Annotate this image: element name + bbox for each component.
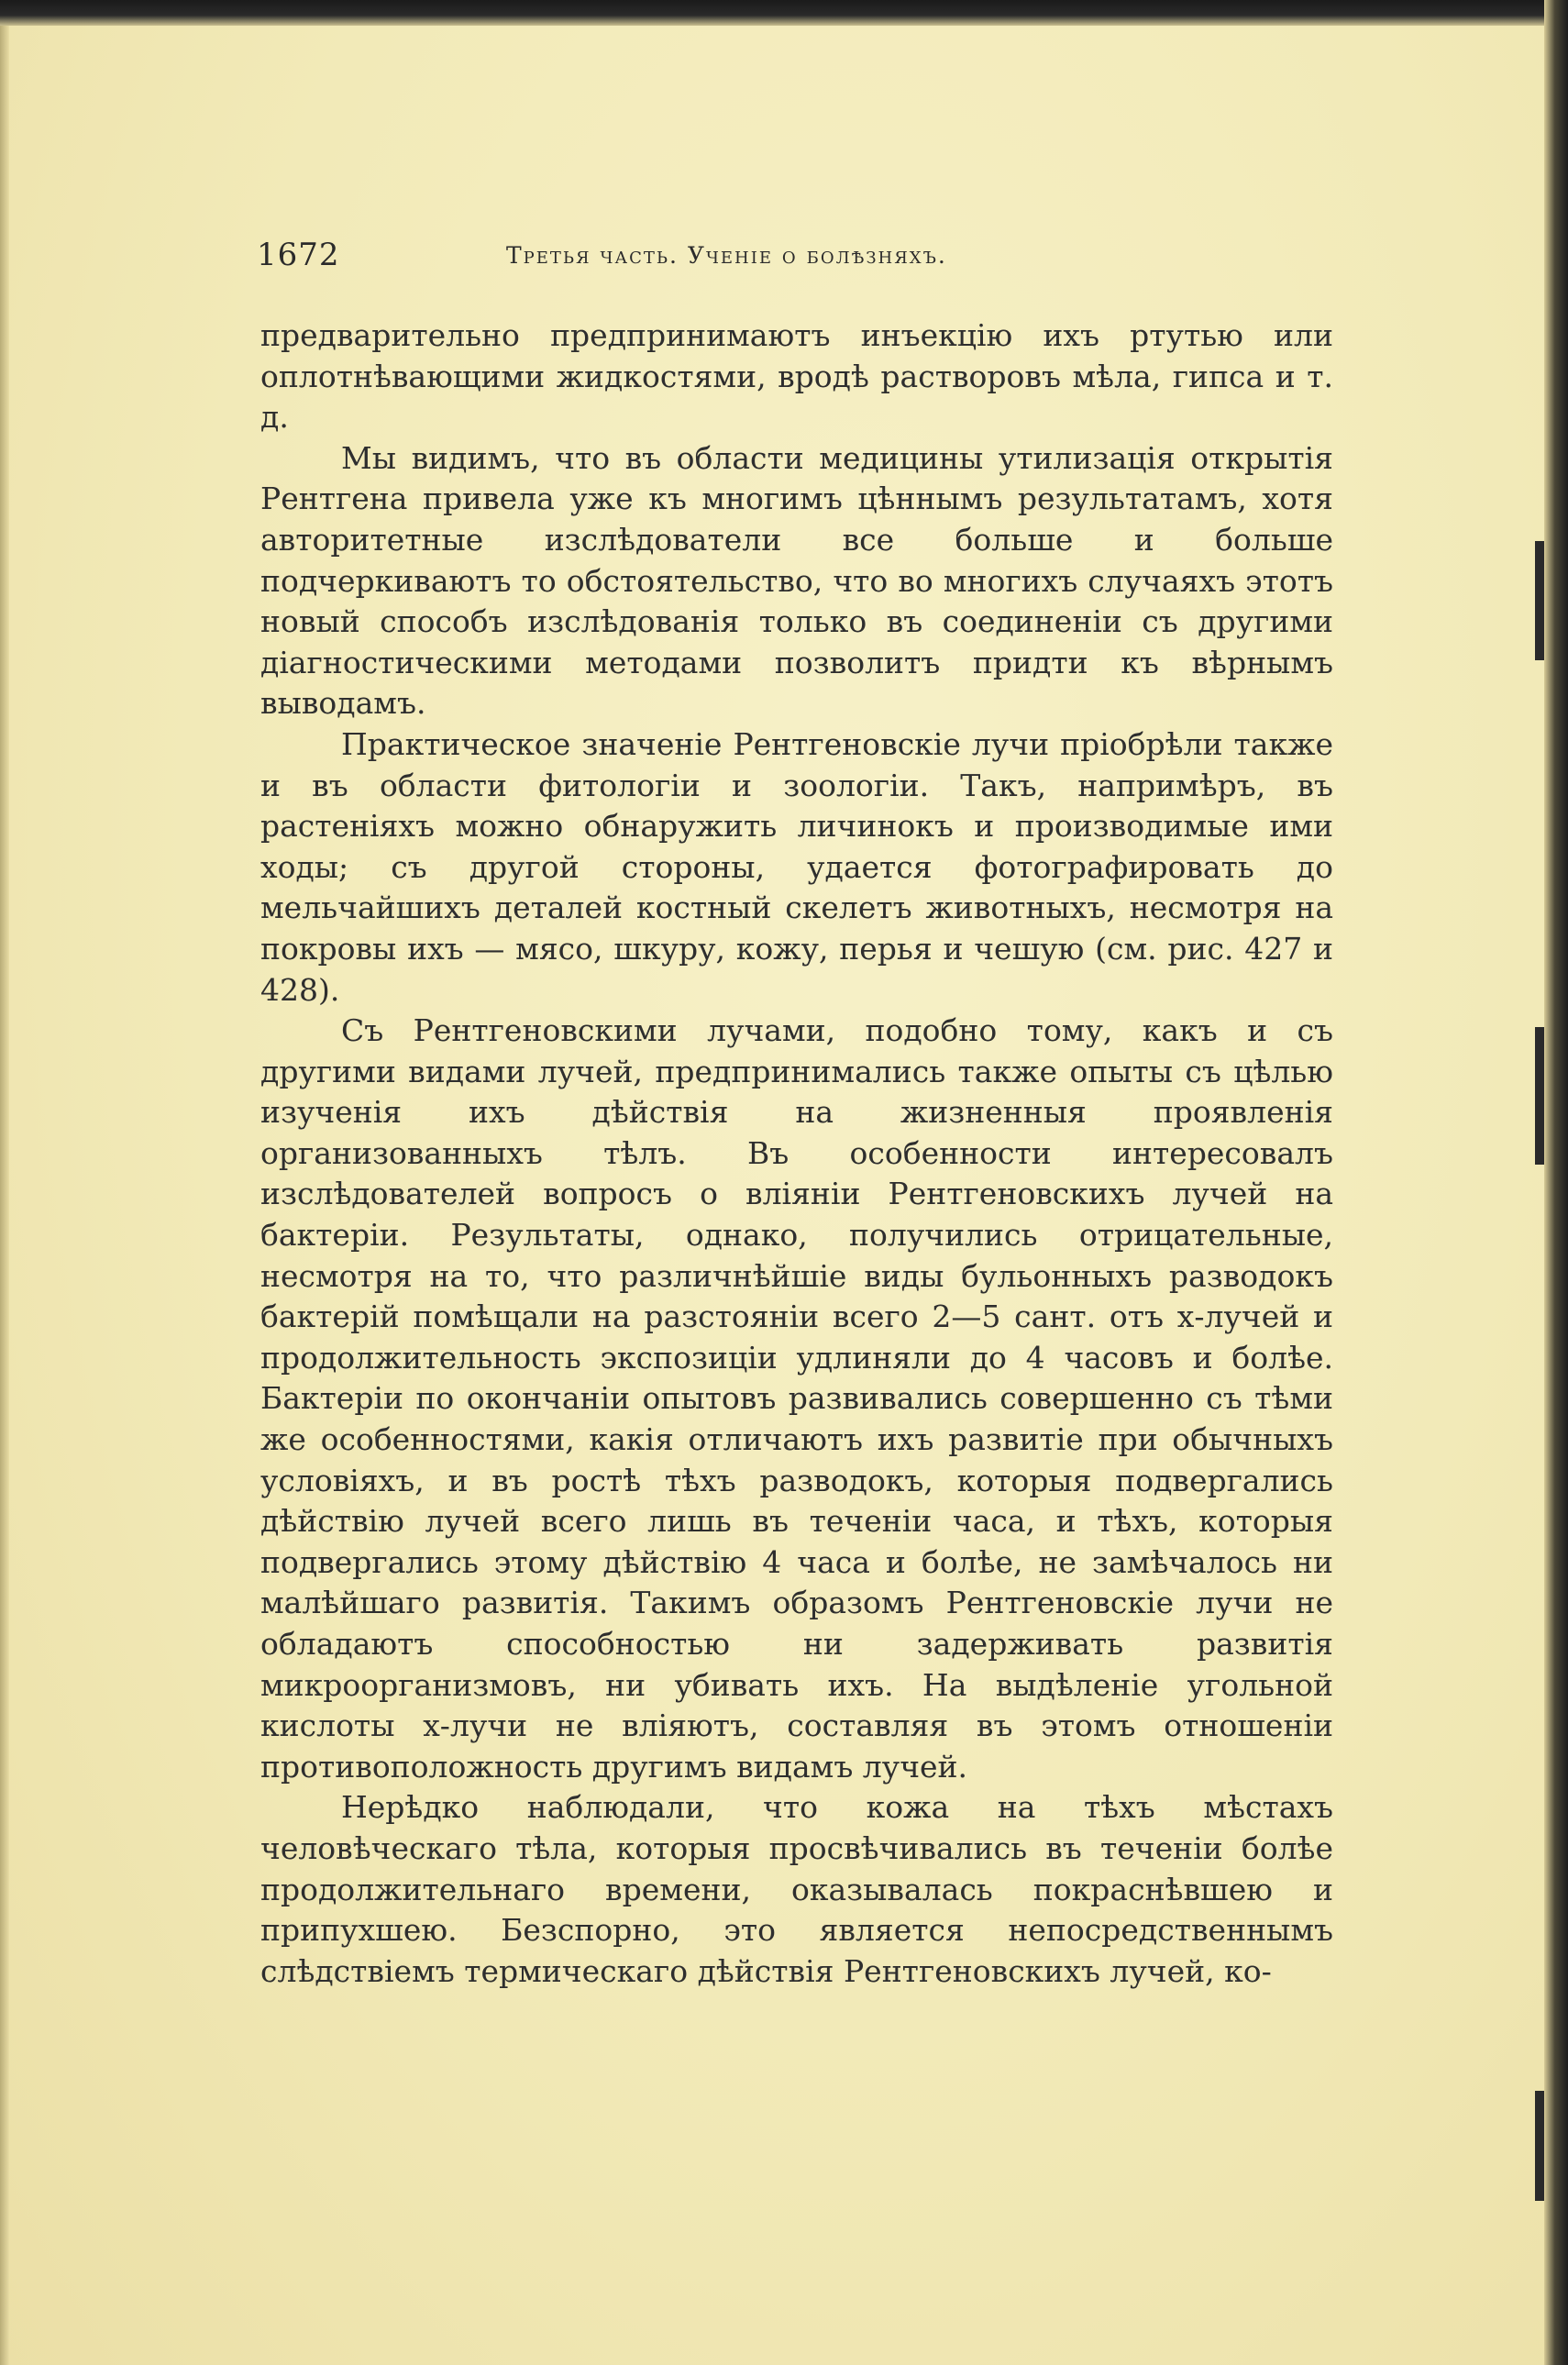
page-left-edge — [0, 0, 9, 2365]
paragraph: Мы видимъ, что въ области медицины утилизація открытія Рентгена привела уже къ многимъ цѣннымъ результатамъ, хотя авторитетные изслѣдователи все больше и больше подчеркиваютъ то обстоятельство, что во многихъ случаяхъ этотъ новый способъ изслѣдованія только въ соединеніи съ другими діагностическими методами позволитъ придти къ вѣрнымъ выводамъ. — [260, 439, 1333, 722]
page-edge-tab — [1535, 1027, 1544, 1165]
page-right-edge — [1544, 0, 1568, 2365]
page-edge-tab — [1535, 541, 1544, 660]
paragraph: предварительно предпринимаютъ инъекцію ихъ ртутью или оплотнѣвающими жидкостями, вродѣ растворовъ мѣла, гипса и т. д. — [260, 317, 1333, 436]
paragraph: Практическое значеніе Рентгеновскіе лучи пріобрѣли также и въ области фитологіи и зоологіи. Такъ, напримѣръ, въ растеніяхъ можно обнаружить личинокъ и производимые ими ходы; съ другой стороны, удается фотографировать до мельчайшихъ деталей костный скелетъ животныхъ, несмотря на покровы ихъ — мясо, шкуру, кожу, перья и чешую (см. рис. 427 и 428). — [260, 725, 1333, 1008]
body-text — [260, 315, 1333, 1992]
page-edge-tab — [1535, 2091, 1544, 2201]
paragraph: Съ Рентгеновскими лучами, подобно тому, какъ и съ другими видами лучей, предпринимались также опыты съ цѣлью изученія ихъ дѣйствія на жизненныя проявленія организованныхъ тѣлъ. Въ особенности интересовалъ изслѣдователей вопросъ о вліяніи Рентгеновскихъ лучей на бактеріи. Результаты, однако, получились отрицательные, несмотря на то, что различнѣйшіе виды бульонныхъ разводокъ бактерій помѣщали на разстояніи всего 2—5 сант. отъ х-лучей и продолжительность экспозиціи удлиняли до 4 часовъ и болѣе. Бактеріи по окончаніи опытовъ развивались совершенно съ тѣми же особенностями, какія отличаютъ ихъ развитіе при обычныхъ условіяхъ, и въ ростѣ тѣхъ разводокъ, которыя подвергались дѣйствію лучей всего лишь въ теченіи часа, и тѣхъ, которыя подвергались этому дѣйствію 4 часа и болѣе, не замѣчалось ни малѣйшаго развитія. Такимъ образомъ Рентгеновскіе лучи не обладаютъ способностью ни задерживать развитія микроорганизмовъ, ни убивать ихъ. На выдѣленіе угольной кислоты х-лучи не вліяютъ, составляя въ этомъ отношеніи противоположность другимъ видамъ лучей. — [260, 1012, 1333, 1785]
page-top-edge — [0, 0, 1568, 26]
running-header — [257, 237, 1348, 282]
running-title: Третья часть. Ученіе о болѣзняхъ. — [506, 242, 947, 269]
paragraph: Нерѣдко наблюдали, что кожа на тѣхъ мѣстахъ человѣческаго тѣла, которыя просвѣчивались въ теченіи болѣе продолжительнаго времени, оказывалась покраснѣвшею и припухшею. Безспорно, это является непосредственнымъ слѣдствіемъ термическаго дѣйствія Рентгеновскихъ лучей, ко- — [260, 1789, 1333, 1989]
page-number: 1672 — [257, 237, 340, 273]
